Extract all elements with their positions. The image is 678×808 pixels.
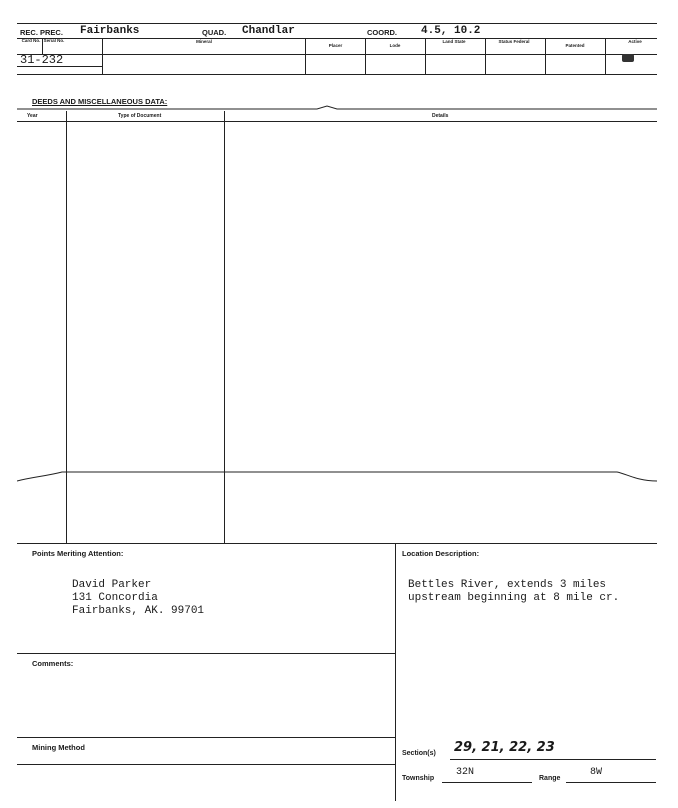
coord-value: 4.5, 10.2 [421, 25, 481, 37]
lower-center-divider [395, 543, 396, 801]
points-meriting-label: Points Meriting Attention: [32, 549, 124, 558]
col-divider [102, 38, 103, 74]
location-description [408, 579, 619, 605]
comments-bottom-rule [17, 737, 395, 738]
col-status-federal: Status Federal [498, 39, 530, 44]
location-line: Bettles River, extends 3 miles [408, 579, 607, 591]
column-header-rule [17, 54, 657, 55]
township-underline [442, 782, 532, 783]
col-divider [545, 38, 546, 74]
range-value: 8W [590, 767, 603, 778]
col-card-no: Card No. [21, 38, 41, 43]
deeds-bottom-rule [17, 543, 657, 544]
col-land-state: Land State [442, 39, 466, 44]
section-label: Section(s) [402, 750, 436, 757]
col-mineral: Mineral [196, 39, 212, 44]
col-placer: Placer [328, 43, 343, 48]
rec-prec-value: Fairbanks [80, 25, 140, 37]
location-line: upstream beginning at 8 mile cr. [408, 592, 620, 604]
col-patented: Patented [565, 43, 585, 48]
rec-prec-label: REC. PREC. [20, 28, 63, 37]
col-divider [605, 38, 606, 74]
section-value: 29, 21, 22, 23 [454, 740, 555, 755]
claim-row-bottom [17, 74, 657, 75]
address-line: Fairbanks, AK. 99701 [72, 605, 205, 617]
address-line: 131 Concordia [72, 592, 158, 604]
col-divider [305, 38, 306, 74]
address-line: David Parker [72, 579, 152, 591]
top-rule [17, 23, 657, 24]
township-value: 32N [456, 767, 475, 778]
mining-method-rule [17, 764, 395, 765]
active-stamp-mark [622, 54, 634, 62]
coord-label: COORD. [367, 28, 397, 37]
card-no-value: 31-232 [20, 53, 64, 67]
col-year: Year [27, 113, 38, 119]
points-address [72, 579, 204, 618]
mining-method-label: Mining Method [32, 743, 85, 752]
location-description-label: Location Description: [402, 549, 480, 558]
col-serial-no: Serial No. [43, 38, 65, 43]
col-divider [42, 38, 43, 54]
section-underline [450, 759, 656, 760]
scan-fold-line [17, 466, 659, 490]
col-details: Details [432, 113, 449, 119]
deeds-section-label: DEEDS AND MISCELLANEOUS DATA: [32, 97, 168, 106]
deeds-header-rule [17, 121, 657, 122]
col-divider [425, 38, 426, 74]
comments-label: Comments: [32, 659, 74, 668]
points-bottom-rule [17, 653, 395, 654]
col-lode: Lode [389, 43, 401, 48]
col-divider [485, 38, 486, 74]
col-active: Active [628, 39, 642, 44]
col-type-of-document: Type of Document [118, 113, 162, 119]
quad-label: QUAD. [202, 28, 227, 37]
claim-row-underline [17, 66, 102, 67]
col-divider [365, 38, 366, 74]
range-underline [566, 782, 656, 783]
quad-value: Chandlar [242, 25, 295, 37]
township-label: Township [402, 775, 435, 782]
range-label: Range [539, 775, 561, 782]
deeds-divider-rule [17, 100, 659, 120]
